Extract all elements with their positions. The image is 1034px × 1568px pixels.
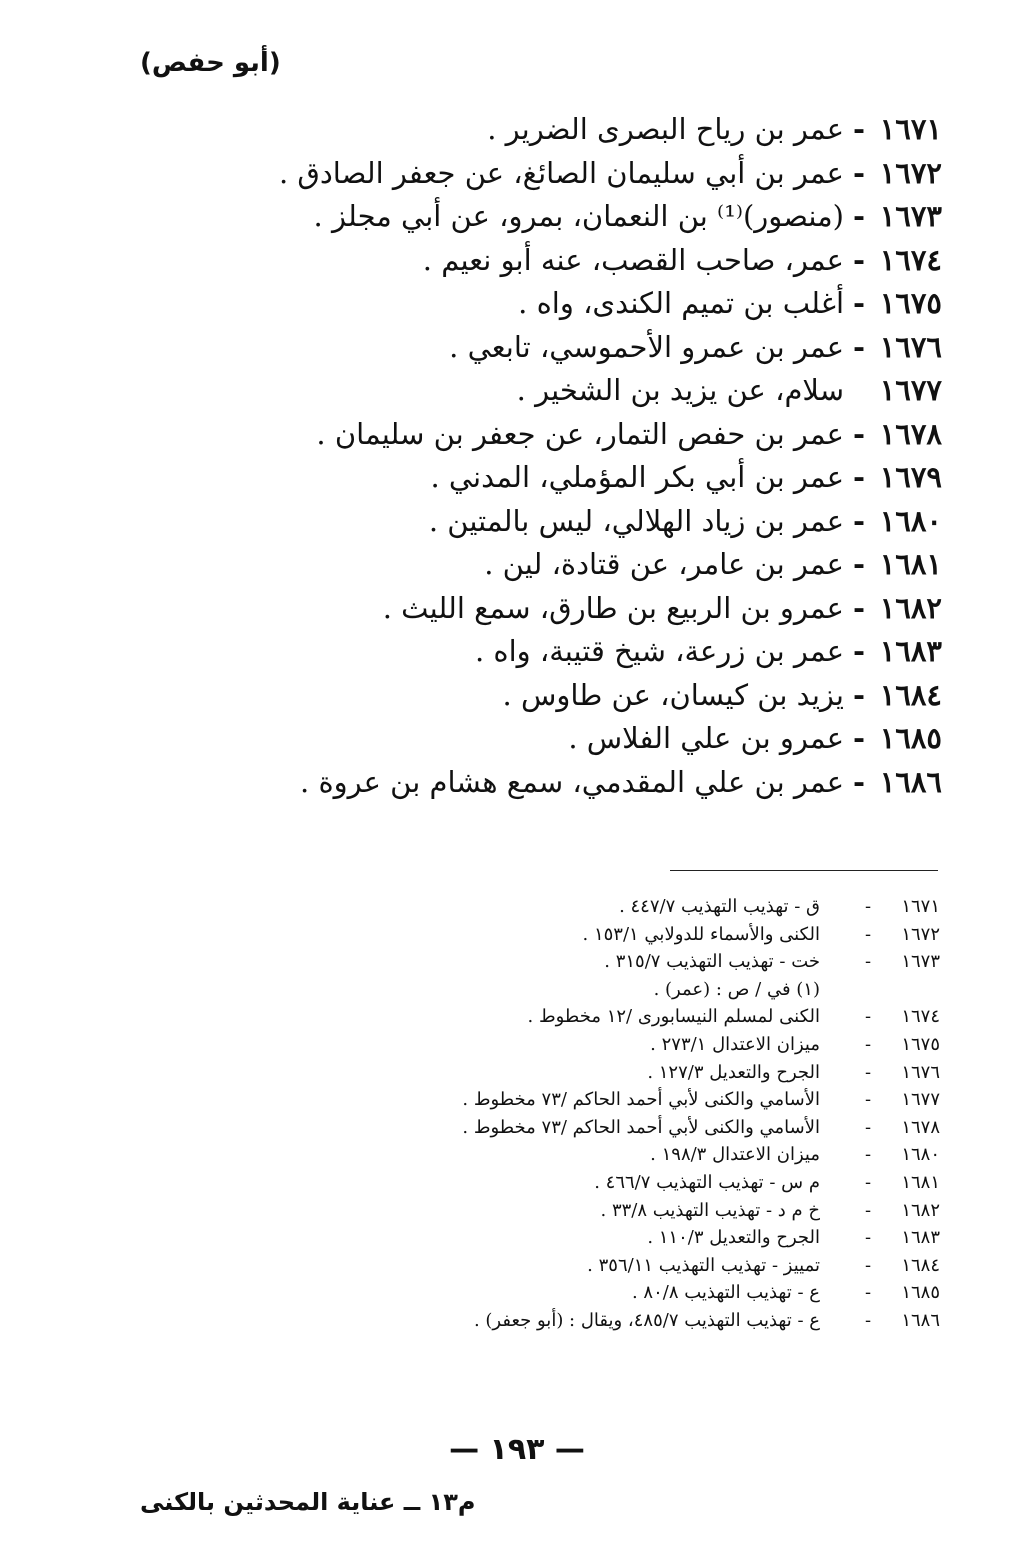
entry-text: يزيد بن كيسان، عن طاوس . (502, 677, 844, 712)
footnote-number: ١٦٧٥ (901, 1033, 940, 1055)
entry-dash: - (852, 112, 866, 146)
entry-number: ١٦٨٤ (879, 677, 942, 712)
footnote (380, 1197, 940, 1225)
footnote-text: تمييز - تهذيب التهذيب ٣٥٦/١١ . (587, 1254, 820, 1276)
section-header: (أبو حفص) (140, 48, 281, 78)
footnote (380, 1252, 940, 1280)
entry-dash: - (852, 329, 866, 364)
footnote-number: ١٦٧٦ (901, 1061, 940, 1083)
entry-dash: - (852, 677, 866, 712)
footnote-text: ع - تهذيب التهذيب ٨٠/٨ . (631, 1282, 820, 1304)
entry-number: ١٦٧٧ (879, 373, 942, 407)
footnote-number: ١٦٨٤ (901, 1254, 940, 1276)
footnote (380, 1003, 940, 1031)
footnote-text: الجرح والتعديل ١٢٧/٣ . (647, 1061, 820, 1083)
entry-text: عمر بن حفص التمار، عن جعفر بن سليمان . (316, 416, 844, 451)
entry-number: ١٦٧١ (879, 112, 942, 146)
footnote-dash: - (864, 1282, 872, 1304)
entry-dash: - (852, 416, 866, 451)
footnote (380, 1031, 940, 1059)
entry (122, 152, 942, 196)
footnote-text: ق - تهذيب التهذيب ٤٤٧/٧ . (619, 896, 820, 917)
entry-text: عمر بن رياح البصرى الضرير . (487, 112, 844, 146)
footnote-number: ١٦٨٣ (901, 1227, 940, 1249)
entry-dash: - (852, 590, 866, 625)
entry (122, 717, 942, 761)
entry-dash: - (852, 286, 866, 320)
footnote-dash: - (864, 1089, 872, 1111)
footnote-text: الأسامي والكنى لأبي أحمد الحاكم /٧٣ مخطوط . (462, 1089, 820, 1111)
entry (122, 456, 942, 500)
footnote-number: ١٦٧٨ (901, 1116, 940, 1138)
entry-dash: - (852, 242, 866, 277)
footnotes-list (380, 893, 940, 1335)
entry (122, 543, 942, 587)
entry-dash: - (852, 155, 866, 190)
page-number: — ١٩٣ — (449, 1432, 585, 1467)
footnote-number: ١٦٧١ (901, 896, 940, 917)
footnote-dash: - (864, 923, 872, 945)
footnote-dash: - (864, 1116, 872, 1138)
entry-number: ١٦٨٣ (879, 634, 942, 668)
entry (122, 108, 942, 152)
entry-text: عمرو بن الربيع بن طارق، سمع الليث . (382, 590, 844, 625)
entry-text: عمر بن أبي بكر المؤملي، المدني . (430, 460, 844, 494)
footnote-dash: - (864, 1171, 872, 1193)
entry-text: عمر بن زياد الهلالي، ليس بالمتين . (428, 503, 844, 538)
entry (122, 326, 942, 370)
entry-text: عمر، صاحب القصب، عنه أبو نعيم . (422, 242, 844, 277)
entry-number: ١٦٧٨ (879, 416, 942, 451)
entry-number: ١٦٧٤ (879, 242, 942, 277)
footer-signature: م١٣ ــ عناية المحدثين بالكنى (140, 1488, 476, 1516)
entry-number: ١٦٨٦ (879, 764, 942, 799)
footnote-number: ١٦٧٣ (901, 951, 940, 973)
footnote-divider (670, 870, 938, 871)
entry-text: (منصور)⁽¹⁾ بن النعمان، بمرو، عن أبي مجلز . (313, 199, 844, 233)
footnote (380, 1224, 940, 1252)
entry-dash: - (852, 721, 866, 755)
footnote-number: ١٦٨٦ (901, 1309, 940, 1331)
footnote-text: ميزان الاعتدال ١٩٨/٣ . (650, 1144, 820, 1166)
entry-dash: - (852, 460, 866, 494)
entry-number: ١٦٨٥ (879, 721, 942, 755)
footnote-number: ١٦٨١ (901, 1171, 940, 1193)
footnote-text: (١) في / ص : (عمر) . (653, 978, 820, 1000)
footnote-number: ١٦٧٧ (901, 1089, 940, 1111)
entry-number: ١٦٧٩ (879, 460, 942, 494)
footnote-dash: - (864, 1254, 872, 1276)
footnote-dash: - (864, 1061, 872, 1083)
entry (122, 674, 942, 718)
footnote (380, 1169, 940, 1197)
entry-dash: - (852, 503, 866, 538)
footnote (380, 1059, 940, 1087)
footnote (380, 1279, 940, 1307)
footnote (380, 1307, 940, 1335)
footnote-dash: - (864, 1309, 872, 1331)
entry-dash: - (852, 634, 866, 668)
entry-dash: - (852, 547, 866, 581)
entry-text: سلام، عن يزيد بن الشخير . (516, 373, 844, 407)
footnote-text: الكنى لمسلم النيسابورى /١٢ مخطوط . (527, 1006, 820, 1028)
entry-text: عمر بن عمرو الأحموسي، تابعي . (449, 329, 844, 364)
footnote-text: الجرح والتعديل ١١٠/٣ . (647, 1227, 820, 1249)
footnote-text: الكنى والأسماء للدولابي ١٥٣/١ . (582, 923, 820, 945)
footnote-text: ميزان الاعتدال ٢٧٣/١ . (650, 1033, 820, 1055)
footnote-dash: - (864, 1144, 872, 1166)
entry (122, 500, 942, 544)
footnote-dash: - (864, 1227, 872, 1249)
entry-number: ١٦٧٢ (879, 155, 942, 190)
footnote (380, 893, 940, 921)
entry-text: عمر بن علي المقدمي، سمع هشام بن عروة . (300, 764, 844, 799)
footnote (380, 1086, 940, 1114)
footnote-dash: - (864, 1006, 872, 1028)
entry (122, 761, 942, 805)
entry-number: ١٦٧٣ (879, 199, 942, 233)
footnote-dash: - (864, 1199, 872, 1221)
footnote-dash: - (864, 1033, 872, 1055)
entry-dash: - (852, 764, 866, 799)
entry (122, 239, 942, 283)
entry-number: ١٦٧٦ (879, 329, 942, 364)
entry-text: عمر بن أبي سليمان الصائغ، عن جعفر الصادق . (278, 155, 844, 190)
footnote-text: ع - تهذيب التهذيب ٤٨٥/٧، ويقال : (أبو جعفر) . (473, 1309, 820, 1331)
entry-number: ١٦٧٥ (879, 286, 942, 320)
footnote (380, 921, 940, 949)
entry-text: أغلب بن تميم الكندى، واه . (518, 286, 844, 320)
footnote-text: خ م د - تهذيب التهذيب ٣٣/٨ . (600, 1199, 820, 1221)
footnote (380, 1141, 940, 1169)
footnote-number: ١٦٨٢ (901, 1199, 940, 1221)
footnote-dash: - (864, 951, 872, 973)
entry-text: عمر بن عامر، عن قتادة، لين . (484, 547, 844, 581)
entries-list (122, 108, 942, 804)
footnote-sub (380, 976, 940, 1004)
footnote-number: ١٦٧٤ (901, 1006, 940, 1028)
footnote-number: ١٦٧٢ (901, 923, 940, 945)
entry-number: ١٦٨١ (879, 547, 942, 581)
entry (122, 195, 942, 239)
entry (122, 413, 942, 457)
footnote-number: ١٦٨٥ (901, 1282, 940, 1304)
entry-text: عمر بن زرعة، شيخ قتيبة، واه . (474, 634, 844, 668)
entry-text: عمرو بن علي الفلاس . (568, 721, 844, 755)
entry-number: ١٦٨٢ (879, 590, 942, 625)
footnote-number: ١٦٨٠ (901, 1144, 940, 1166)
entry (122, 282, 942, 326)
entry (122, 587, 942, 631)
entry-number: ١٦٨٠ (879, 503, 942, 538)
footnote-text: الأسامي والكنى لأبي أحمد الحاكم /٧٣ مخطوط . (462, 1116, 820, 1138)
footnote (380, 1114, 940, 1142)
entry-dash: - (852, 199, 866, 233)
footnote-dash: - (864, 896, 872, 917)
footnote-text: خت - تهذيب التهذيب ٣١٥/٧ . (604, 951, 820, 973)
footnote-text: م س - تهذيب التهذيب ٤٦٦/٧ . (594, 1171, 820, 1193)
footnote (380, 948, 940, 976)
entry (122, 369, 942, 413)
entry (122, 630, 942, 674)
